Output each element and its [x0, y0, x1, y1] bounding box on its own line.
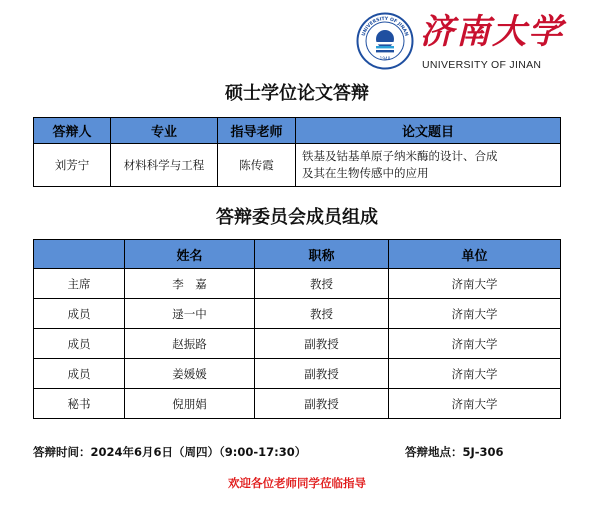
thesis-topic-line1: 铁基及钴基单原子纳米酶的设计、合成	[302, 149, 498, 163]
thesis-topic	[296, 144, 561, 187]
member-name: 姜媛媛	[125, 359, 255, 389]
defense-info-table	[33, 117, 561, 187]
logo-chinese-name: 济南大学	[420, 12, 564, 52]
header-student: 答辩人	[34, 118, 111, 144]
table-row	[34, 269, 561, 299]
header-advisor: 指导老师	[218, 118, 296, 144]
member-title: 副教授	[255, 389, 389, 419]
university-logo	[356, 8, 564, 78]
member-title: 教授	[255, 299, 389, 329]
header-topic: 论文题目	[296, 118, 561, 144]
member-role: 成员	[34, 329, 125, 359]
table-header-row	[34, 240, 561, 269]
emblem-year: 1948	[379, 56, 391, 61]
member-name: 李 嘉	[125, 269, 255, 299]
table-row	[34, 389, 561, 419]
committee-title: 答辩委员会成员组成	[216, 207, 378, 228]
welcome-message: 欢迎各位老师同学莅临指导	[228, 476, 366, 490]
student-name: 刘芳宁	[34, 144, 111, 187]
thesis-topic-line2: 及其在生物传感中的应用	[302, 166, 429, 180]
table-row	[34, 359, 561, 389]
member-unit: 济南大学	[389, 359, 561, 389]
page-title: 硕士学位论文答辩	[225, 83, 369, 104]
header-title: 职称	[255, 240, 389, 269]
header-role	[34, 240, 125, 269]
defense-time: 答辩时间：2024年6月6日（周四）（9:00-17:30）	[33, 445, 307, 459]
header-unit: 单位	[389, 240, 561, 269]
member-title: 副教授	[255, 359, 389, 389]
member-unit: 济南大学	[389, 389, 561, 419]
member-title: 教授	[255, 269, 389, 299]
defense-place: 答辩地点：5J-306	[405, 445, 504, 459]
table-header-row	[34, 118, 561, 144]
member-role: 秘书	[34, 389, 125, 419]
table-row	[34, 329, 561, 359]
member-role: 成员	[34, 359, 125, 389]
member-unit: 济南大学	[389, 329, 561, 359]
member-role: 成员	[34, 299, 125, 329]
member-unit: 济南大学	[389, 269, 561, 299]
major: 材料科学与工程	[111, 144, 218, 187]
emblem-ring-text: UNIVERSITY OF JINAN	[361, 16, 409, 37]
member-title: 副教授	[255, 329, 389, 359]
logo-english-name: UNIVERSITY OF JINAN	[422, 59, 542, 71]
member-name: 赵振路	[125, 329, 255, 359]
table-row	[34, 144, 561, 187]
header-major: 专业	[111, 118, 218, 144]
advisor-name: 陈传霞	[218, 144, 296, 187]
member-name: 逯一中	[125, 299, 255, 329]
committee-table	[33, 239, 561, 419]
member-name: 倪朋娟	[125, 389, 255, 419]
university-emblem-icon	[356, 12, 414, 70]
table-row	[34, 299, 561, 329]
member-role: 主席	[34, 269, 125, 299]
header-name: 姓名	[125, 240, 255, 269]
member-unit: 济南大学	[389, 299, 561, 329]
